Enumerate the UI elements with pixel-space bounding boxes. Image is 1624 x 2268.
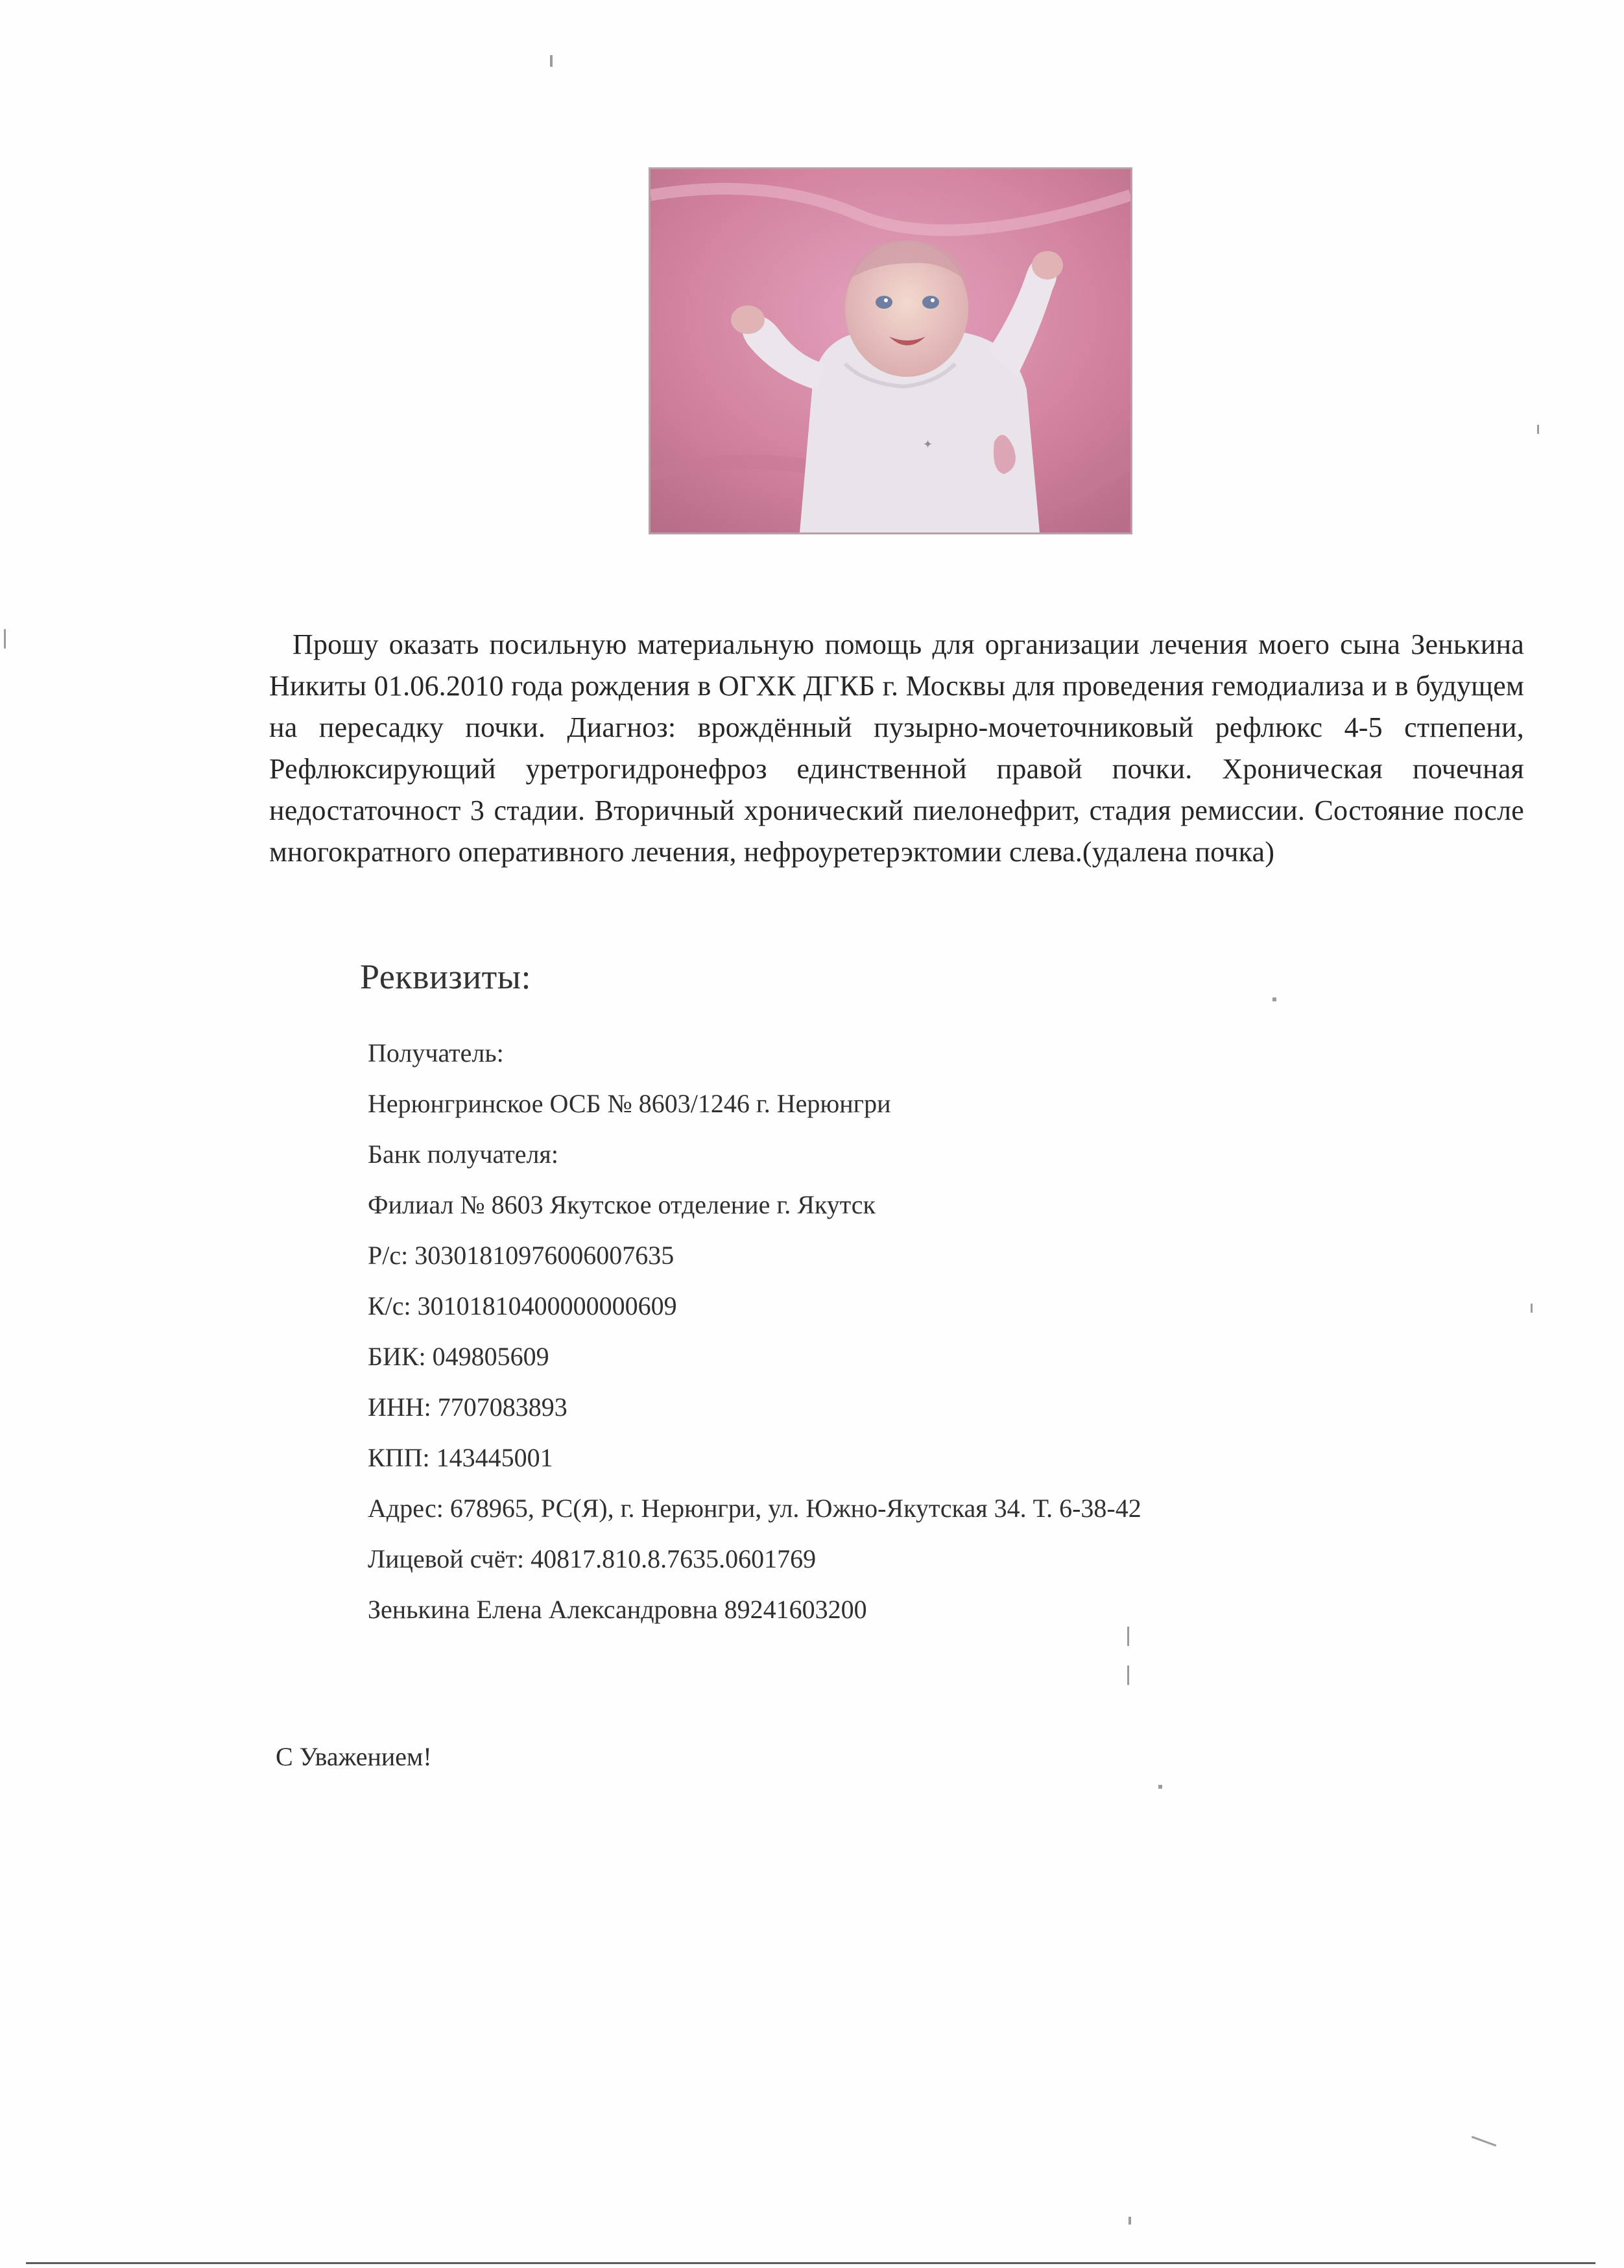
requisites-contact: Зенькина Елена Александровна 89241603200 xyxy=(368,1595,867,1624)
requisites-corr-account: К/с: 30101810400000000609 xyxy=(368,1291,677,1320)
requisites-address: Адрес: 678965, РС(Я), г. Нерюнгри, ул. Южно-Якутская 34. Т. 6-38-42 xyxy=(368,1494,1141,1523)
svg-text:✦: ✦ xyxy=(923,438,933,451)
requisites-recipient-label: Получатель: xyxy=(368,1038,504,1068)
requisites-account: Р/с: 30301810976006007635 xyxy=(368,1241,675,1270)
child-photo xyxy=(649,167,1132,534)
scan-speck xyxy=(1537,425,1539,434)
scan-speck xyxy=(1127,1627,1129,1646)
child-photo-image xyxy=(651,169,1130,532)
scan-speck xyxy=(4,629,6,649)
requisites-list xyxy=(368,1028,1141,1635)
scan-speck xyxy=(1272,997,1276,1001)
request-paragraph: Прошу оказать посильную материальную помощь для организации лечения моего сына Зенькина Никиты 01.06.2010 года рождения в ОГХК ДГКБ г. Москвы для проведения гемодиализа и в будущем на пересадку почки. Диагноз: врождённый пузырно-мочеточниковый рефлюкс 4-5 стпепени, Рефлюксирующий уретрогидронефроз единственной правой почки. Хроническая почечная недостаточност 3 стадии. Вторичный хронический пиелонефрит, стадия ремиссии. Состояние после многократного оперативного лечения, нефроуретерэктомии слева.(удалена почка) xyxy=(269,628,1524,868)
scan-speck xyxy=(1127,1665,1129,1685)
closing-line: С Уважением! xyxy=(276,1742,432,1771)
requisites-kpp: КПП: 143445001 xyxy=(368,1443,553,1472)
requisites-title: Реквизиты: xyxy=(360,957,532,996)
requisites-inn: ИНН: 7707083893 xyxy=(368,1392,567,1422)
scan-speck xyxy=(1128,2217,1131,2225)
scan-bottom-edge xyxy=(26,2262,1595,2264)
scan-speck xyxy=(1472,2136,1497,2147)
requisites-bik: БИК: 049805609 xyxy=(368,1342,549,1371)
requisites-bank-label: Банк получателя: xyxy=(368,1140,558,1169)
requisites-bank: Филиал № 8603 Якутское отделение г. Якутск xyxy=(368,1190,876,1219)
requisites-personal-account: Лицевой счёт: 40817.810.8.7635.0601769 xyxy=(368,1544,817,1573)
scan-speck xyxy=(550,55,553,67)
scan-speck xyxy=(1158,1785,1162,1789)
requisites-recipient: Нерюнгринское ОСБ № 8603/1246 г. Нерюнгри xyxy=(368,1089,891,1118)
scan-speck xyxy=(1531,1304,1533,1313)
